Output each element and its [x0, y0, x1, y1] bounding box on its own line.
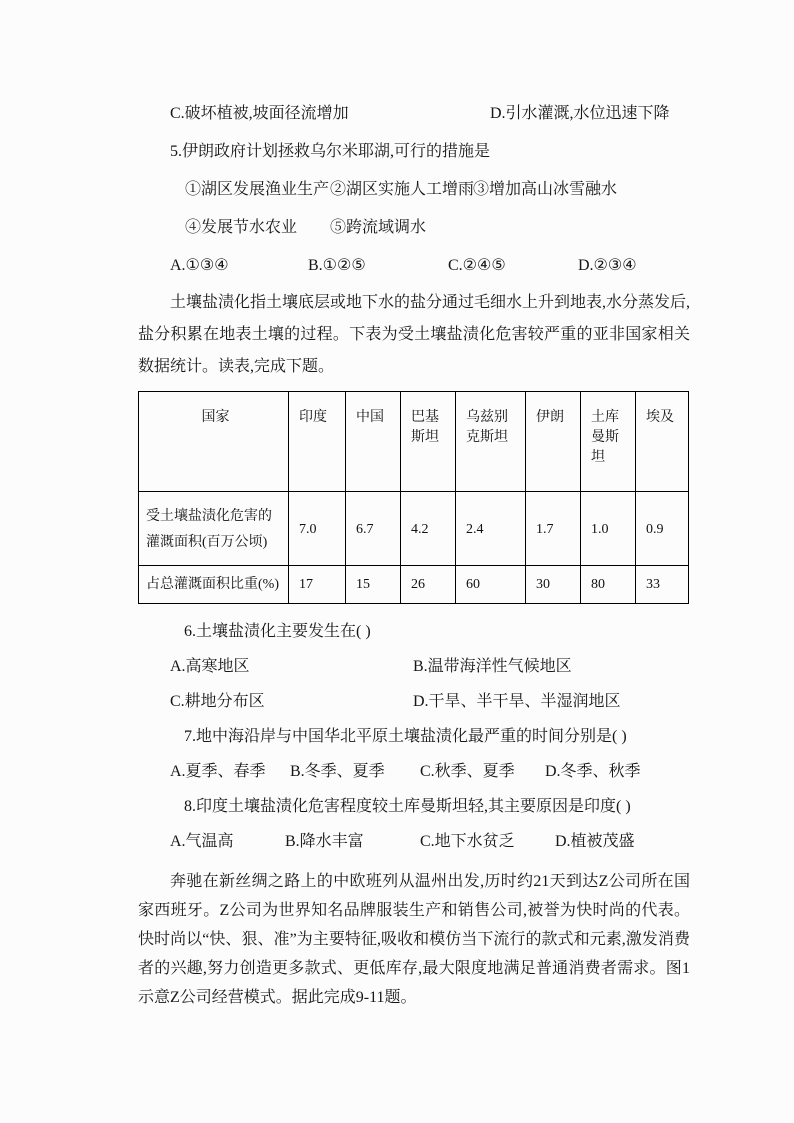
table-header-uzbekistan: 乌兹别克斯坦	[456, 392, 526, 492]
prev-option-d: D.引水灌溉,水位迅速下降	[490, 105, 670, 122]
q5-answer-a: A.①③④	[170, 257, 229, 274]
q5-measure-4: ④发展节水农业	[185, 219, 298, 236]
table-cell: 6.7	[346, 492, 401, 566]
table-header-iran: 伊朗	[526, 392, 581, 492]
q8-option-b: B.降水丰富	[285, 833, 364, 850]
table-cell: 0.9	[636, 492, 689, 566]
prev-option-c: C.破坏植被,坡面径流增加	[170, 105, 349, 122]
q8-options-row	[138, 824, 690, 859]
q5-measure-5: ⑤跨流域调水	[330, 219, 427, 236]
q7-option-c: C.秋季、夏季	[420, 763, 515, 780]
q6-option-b: B.温带海洋性气候地区	[413, 658, 572, 675]
q5-answer-d: D.②③④	[578, 257, 637, 274]
table-cell: 1.7	[526, 492, 581, 566]
q7-option-d: D.冬季、秋季	[545, 763, 641, 780]
q7-option-b: B.冬季、夏季	[290, 763, 385, 780]
table-cell: 60	[456, 566, 526, 604]
table-header-pakistan: 巴基斯坦	[401, 392, 456, 492]
table-header-row	[139, 392, 689, 492]
q5-measures-row-2	[138, 209, 690, 247]
q5-answers-row	[138, 247, 690, 285]
table-cell: 2.4	[456, 492, 526, 566]
q5-measures-row-1	[138, 171, 690, 209]
table-header-india: 印度	[289, 392, 346, 492]
table-cell: 1.0	[581, 492, 636, 566]
q8-option-c: C.地下水贫乏	[420, 833, 515, 850]
q6-option-c: C.耕地分布区	[170, 693, 265, 710]
row-label: 占总灌溉面积比重(%)	[139, 566, 289, 604]
table-header-china: 中国	[346, 392, 401, 492]
q5-stem: 5.伊朗政府计划拯救乌尔米耶湖,可行的措施是	[170, 143, 491, 160]
q5-measure-2: ②湖区实施人工增雨	[330, 181, 475, 198]
q7-option-a: A.夏季、春季	[170, 763, 266, 780]
row-label: 受土壤盐渍化危害的灌溉面积(百万公顷)	[139, 492, 289, 566]
table-row-irrigated-area	[139, 492, 689, 566]
exam-content	[138, 95, 690, 1012]
q6-options-row-2	[138, 684, 690, 719]
table-header-turkmenistan: 土库曼斯坦	[581, 392, 636, 492]
q8-option-d: D.植被茂盛	[555, 833, 635, 850]
table-header-egypt: 埃及	[636, 392, 689, 492]
q6-option-a: A.高寒地区	[170, 658, 250, 675]
q7-stem: 7.地中海沿岸与中国华北平原土壤盐渍化最严重的时间分别是( )	[184, 728, 627, 745]
table-cell: 15	[346, 566, 401, 604]
q6-options-row-1	[138, 649, 690, 684]
table-row-percentage	[139, 566, 689, 604]
q5-measure-3: ③增加高山冰雪融水	[473, 181, 618, 198]
q7-options-row	[138, 754, 690, 789]
q5-answer-c: C.②④⑤	[448, 257, 506, 274]
table-cell: 7.0	[289, 492, 346, 566]
q5-measure-1: ①湖区发展渔业生产	[185, 181, 330, 198]
z-company-intro-paragraph: 奔驰在新丝绸之路上的中欧班列从温州出发,历时约21天到达Z公司所在国家西班牙。Z公司为世界知名品牌服装生产和销售公司,被誉为快时尚的代表。快时尚以“快、狠、准”为主要特征,吸收和模仿当下流行的款式和元素,激发消费者的兴趣,努力创造更多款式、更低库存,最大限度地满足普通消费者需求。图1示意Z公司经营模式。据此完成9-11题。	[138, 873, 690, 1006]
salinization-table	[138, 391, 689, 604]
salinization-intro-paragraph: 土壤盐渍化指土壤底层或地下水的盐分通过毛细水上升到地表,水分蒸发后,盐分积累在地表土壤的过程。下表为受土壤盐渍化危害较严重的亚非国家相关数据统计。读表,完成下题。	[138, 294, 691, 375]
q5-answer-b: B.①②⑤	[308, 257, 366, 274]
q6-option-d: D.干旱、半干旱、半湿润地区	[413, 693, 621, 710]
prev-question-options-row	[138, 95, 690, 133]
table-cell: 33	[636, 566, 689, 604]
table-cell: 80	[581, 566, 636, 604]
table-cell: 17	[289, 566, 346, 604]
table-header-country: 国家	[139, 392, 289, 492]
table-cell: 4.2	[401, 492, 456, 566]
q8-option-a: A.气温高	[170, 833, 234, 850]
table-cell: 30	[526, 566, 581, 604]
table-cell: 26	[401, 566, 456, 604]
q8-stem: 8.印度土壤盐渍化危害程度较土库曼斯坦轻,其主要原因是印度( )	[184, 798, 631, 815]
q6-stem: 6.土壤盐渍化主要发生在( )	[184, 623, 371, 640]
